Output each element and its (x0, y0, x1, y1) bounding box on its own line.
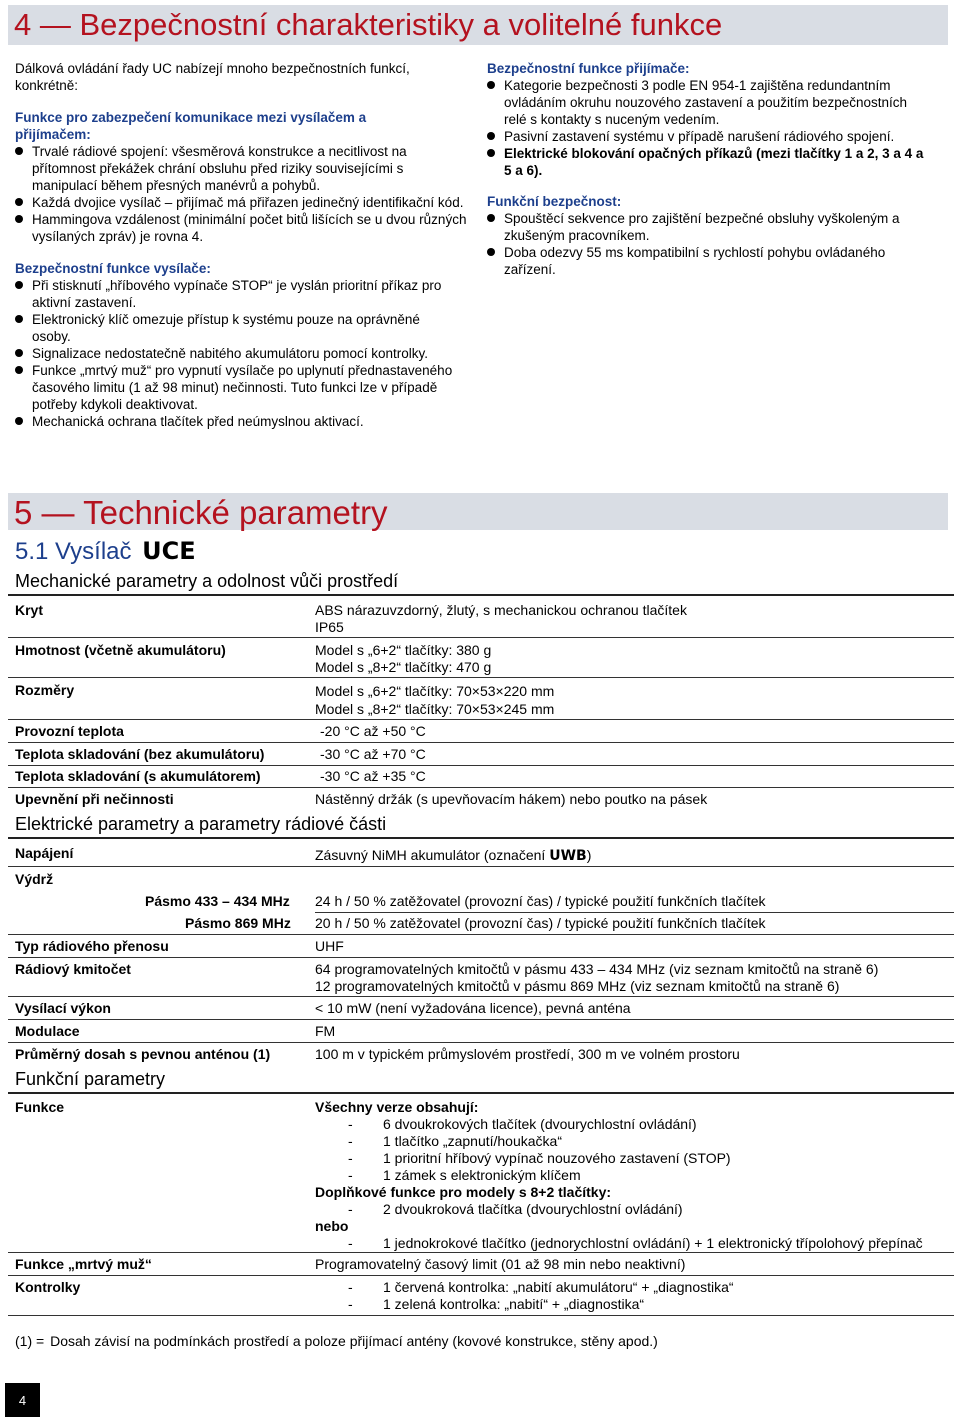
value-line: Model s „6+2“ tlačítky: 380 g (315, 642, 492, 658)
value-line: 64 programovatelných kmitočtů v pásmu 433 – 434 MHz (viz seznam kmitočtů na straně 6) (315, 961, 879, 977)
divider (8, 934, 954, 935)
row-value: 20 h / 50 % zatěžovatel (provozní čas) / typické použití funkčních tlačítek (315, 915, 766, 931)
divider (8, 1315, 954, 1316)
row-label: Rozměry (15, 682, 75, 698)
el-heading-text: Elektrické parametry a parametry rádiové části (15, 814, 387, 834)
list-item: - 6 dvoukrokových tlačítek (dvourychlostní ovládání) (348, 1116, 955, 1133)
footnote-text: Dosah závisí na podmínkách prostředí a poloze přijímací antény (kovové konstrukce, stěny apod.) (50, 1333, 658, 1349)
rx-heading: Bezpečnostní funkce přijímače: (487, 61, 690, 76)
el-heading (8, 814, 954, 839)
row-label: Napájení (15, 845, 74, 861)
divider (8, 996, 954, 997)
list-item: Spouštěcí sekvence pro zajištění bezpečné obsluhy vyškoleným a zkušeným pracovníkem. (487, 210, 937, 244)
list-item: - 1 červená kontrolka: „nabití akumulátoru“ + „diagnostika“ (348, 1279, 734, 1296)
divider (315, 912, 954, 913)
section5-title: 5 — Technické parametry (14, 494, 388, 531)
row-value: 24 h / 50 % zatěžovatel (provozní čas) / typické použití funkčních tlačítek (315, 893, 766, 909)
battery-code: UWB (549, 848, 587, 864)
row-value: Nástěnný držák (s upevňovacím hákem) nebo poutko na pásek (315, 791, 708, 807)
functions-list (315, 1099, 955, 1252)
or-label: nebo (315, 1218, 349, 1234)
row-label: Modulace (15, 1023, 80, 1039)
row-value: FM (315, 1023, 336, 1039)
list-item: - 1 zelená kontrolka: „nabití“ + „diagnostika“ (348, 1296, 734, 1313)
value-text: ) (586, 847, 592, 863)
row-label: Vysílací výkon (15, 1000, 111, 1016)
subsection-title (15, 536, 196, 567)
comm-heading: Funkce pro zabezpečení komunikace mezi vysílačem a přijímačem: (15, 110, 367, 142)
value-line: IP65 (315, 619, 344, 635)
fn-heading-text: Funkční parametry (15, 1069, 166, 1089)
divider (8, 1275, 954, 1276)
list-item: Mechanická ochrana tlačítek před neúmyslnou aktivací. (15, 413, 475, 430)
left-column (15, 60, 475, 430)
row-value: -30 °C až +35 °C (320, 768, 426, 784)
row-value: 100 m v typickém průmyslovém prostředí, 300 m ve volném prostoru (315, 1046, 740, 1062)
band-label: Pásmo 433 – 434 MHz (145, 893, 290, 909)
row-label: Kryt (15, 602, 44, 618)
list-item: Elektronický klíč omezuje přístup k systému pouze na oprávněné osoby. (15, 311, 462, 345)
list-item: - 1 prioritní hříbový vypínač nouzového zastavení (STOP) (348, 1150, 955, 1167)
list-item: Každá dvojice vysílač – přijímač má přiřazen jedinečný identifikační kód. (15, 194, 475, 211)
list-item: Elektrické blokování opačných příkazů (mezi tlačítky 1 a 2, 3 a 4 a 5 a 6). (487, 145, 934, 179)
divider (8, 637, 954, 638)
list-item: Při stisknutí „hříbového vypínače STOP“ je vyslán prioritní příkaz pro aktivní zastavení. (15, 277, 462, 311)
divider (8, 765, 954, 766)
divider (8, 677, 954, 678)
row-label: Hmotnost (včetně akumulátoru) (15, 642, 226, 658)
row-value (315, 847, 591, 865)
section4-title: 4 — Bezpečnostní charakteristiky a volitelné funkce (14, 7, 723, 42)
row-value: -20 °C až +50 °C (320, 723, 426, 739)
row-value: UHF (315, 938, 344, 954)
mech-heading (8, 571, 954, 596)
page-number: 4 (5, 1383, 40, 1417)
list-item: Signalizace nedostatečně nabitého akumulátoru pomocí kontrolky. (15, 345, 475, 362)
value-line: Model s „8+2“ tlačítky: 70×53×245 mm (315, 701, 555, 717)
func-heading: Funkční bezpečnost: (487, 194, 622, 209)
row-value (315, 602, 687, 636)
footnote (15, 1333, 658, 1350)
divider (8, 957, 954, 958)
divider (8, 1042, 954, 1043)
divider (8, 1019, 954, 1020)
subsection-model: UCE (142, 537, 196, 565)
band-label: Pásmo 869 MHz (185, 915, 291, 931)
row-value (315, 1279, 734, 1313)
list-item: - 1 zámek s elektronickým klíčem (348, 1167, 955, 1184)
value-text: Zásuvný NiMH akumulátor (označení (315, 847, 550, 863)
row-label: Kontrolky (15, 1279, 81, 1295)
section5-header (8, 493, 948, 530)
value-line: Model s „6+2“ tlačítky: 70×53×220 mm (315, 683, 555, 699)
list-item: Pasivní zastavení systému v případě narušení rádiového spojení. (487, 128, 937, 145)
fn-heading (8, 1069, 954, 1094)
row-value (315, 682, 554, 718)
list-item: Funkce „mrtvý muž“ pro vypnutí vysílače po uplynutí přednastaveného časového limitu (1 až 98 minut) nečinnosti. Tuto funkci lze v případě potřeby kdykoli deaktivovat. (15, 362, 475, 413)
row-label: Teplota skladování (s akumulátorem) (15, 768, 261, 784)
divider (8, 1252, 954, 1253)
list-item: Doba odezvy 55 ms kompatibilní s rychlostí pohybu ovládaného zařízení. (487, 244, 924, 278)
row-value (315, 961, 878, 995)
row-value: < 10 mW (není vyžadována licence), pevná anténa (315, 1000, 631, 1016)
list-item: Hammingova vzdálenost (minimální počet bitů lišících se u dvou různých vysílaných zpráv) je rovna 4. (15, 211, 475, 245)
mech-heading-text: Mechanické parametry a odolnost vůči prostředí (15, 571, 399, 591)
value-line: Model s „8+2“ tlačítky: 470 g (315, 659, 492, 675)
section4-header (8, 5, 948, 45)
row-label: Výdrž (15, 871, 54, 887)
footnote-ref: (1) = (15, 1333, 45, 1349)
value-line: 12 programovatelných kmitočtů v pásmu 869 MHz (viz seznam kmitočtů na straně 6) (315, 978, 840, 994)
list-item: - 1 jednokrokové tlačítko (jednorychlostní ovládání) + 1 elektronický třípolohový přepínač (348, 1235, 955, 1252)
row-label: Rádiový kmitočet (15, 961, 131, 977)
list-item: Kategorie bezpečnosti 3 podle EN 954-1 zajištěna redundantním ovládáním okruhu nouzového zastavení a použitím bezpečnostních relé s kontakty s nuceným vedením. (487, 77, 924, 128)
tx-heading: Bezpečnostní funkce vysílače: (15, 261, 211, 276)
row-label: Teplota skladování (bez akumulátoru) (15, 746, 265, 762)
divider (8, 742, 954, 743)
extra-heading: Doplňkové funkce pro modely s 8+2 tlačítky: (315, 1184, 612, 1200)
row-value: Programovatelný časový limit (01 až 98 min nebo neaktivní) (315, 1256, 686, 1272)
row-label: Průměrný dosah s pevnou anténou (1) (15, 1046, 271, 1062)
divider (8, 719, 954, 720)
row-label: Provozní teplota (15, 723, 124, 739)
row-label: Upevnění při nečinnosti (15, 791, 174, 807)
intro-text: Dálková ovládání řady UC nabízejí mnoho bezpečnostních funkcí, konkrétně: (15, 61, 410, 93)
divider (8, 866, 954, 867)
row-value (315, 642, 491, 676)
list-item: - 1 tlačítko „zapnutí/houkačka“ (348, 1133, 955, 1150)
row-label: Funkce (15, 1099, 65, 1115)
all-heading: Všechny verze obsahují: (315, 1099, 479, 1115)
row-label: Typ rádiového přenosu (15, 938, 169, 954)
right-column (487, 60, 937, 278)
divider (8, 787, 954, 788)
row-value: -30 °C až +70 °C (320, 746, 426, 762)
value-line: ABS nárazuvzdorný, žlutý, s mechanickou ochranou tlačítek (315, 602, 687, 618)
list-item: Trvalé rádiové spojení: všesměrová konstrukce a necitlivost na přítomnost překážek chrání obsluhu před riziky souvisejícími s manipulací během přesných manévrů a pohybů. (15, 143, 462, 194)
list-item: - 2 dvoukroková tlačítka (dvourychlostní ovládání) (348, 1201, 955, 1218)
row-label: Funkce „mrtvý muž“ (15, 1256, 152, 1272)
subsection-number: 5.1 Vysílač (15, 538, 132, 565)
